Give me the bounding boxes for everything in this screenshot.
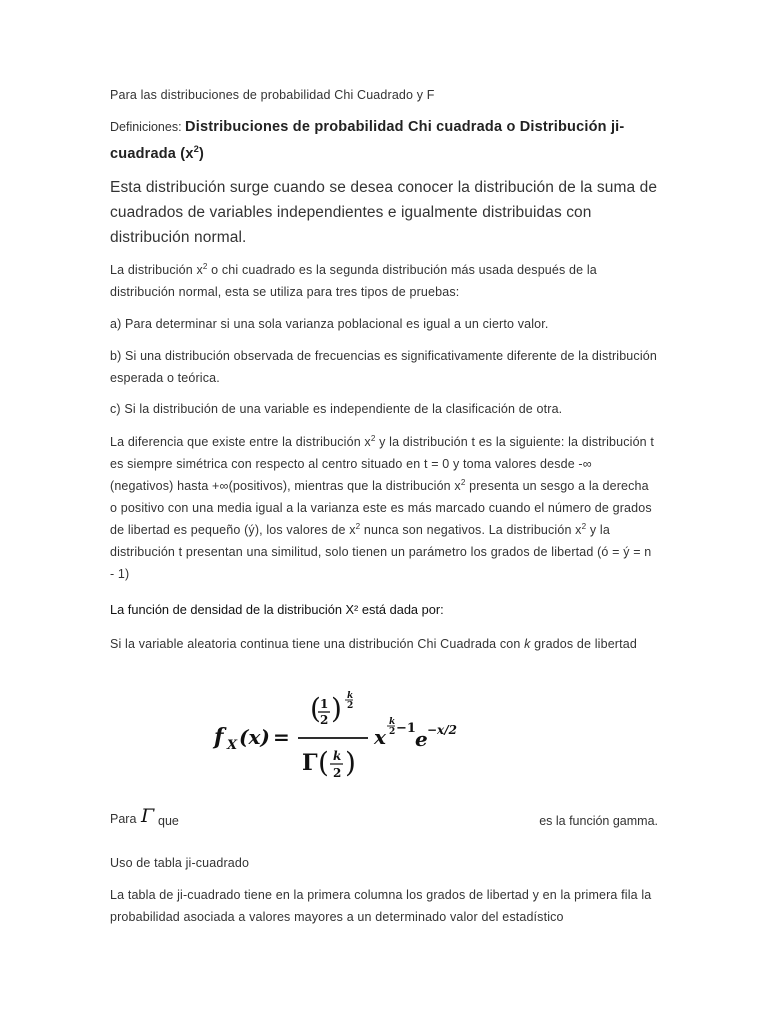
random-variable-paragraph xyxy=(110,633,658,655)
uses-text-1: La distribución x xyxy=(110,263,203,277)
formula-exp-den: 2 xyxy=(347,701,354,711)
formula-half-den: 2 xyxy=(320,713,329,727)
large-paragraph: Esta distribución surge cuando se desea conocer la distribución de la suma de cuadrados de variables independientes e igualmente distribuidas con distribución normal. xyxy=(110,179,658,246)
item-c: c) Si la distribución de una variable es independiente de la clasificación de otra. xyxy=(110,402,563,416)
difference-sup-3: 2 xyxy=(355,521,361,531)
difference-paragraph xyxy=(110,431,658,585)
definitions-label: Definiciones: xyxy=(110,120,186,134)
formula-exp-num: k xyxy=(347,691,354,701)
gamma-symbol: Γ xyxy=(141,805,155,827)
formula-e: e xyxy=(415,727,428,751)
formula-f: f xyxy=(214,724,224,750)
formula-x: x xyxy=(374,725,386,749)
heading-superscript: 2 xyxy=(193,143,200,155)
uses-text-2: o chi cuadrado es la segunda distribución más usada después de la distribución normal, esta se utiliza para tres tipos de pruebas: xyxy=(110,263,597,299)
k-symbol: k xyxy=(524,637,531,651)
formula-equals: = xyxy=(273,725,290,749)
gamma-note xyxy=(110,805,658,838)
formula-arg: (x) xyxy=(239,725,270,749)
formula-e-exp: −x/2 xyxy=(427,723,457,737)
random-variable-text-1: Si la variable aleatoria continua tiene una distribución Chi Cuadrada con xyxy=(110,637,525,651)
gamma-note-que: que xyxy=(158,814,179,828)
chi-square-density-formula xyxy=(212,686,457,786)
formula-x-exp-den: 2 xyxy=(389,727,396,737)
difference-text-4: nunca son negativos. La distribución x xyxy=(360,523,582,537)
table-usage-title: Uso de tabla ji-cuadrado xyxy=(110,856,250,870)
formula-gamma-den: 2 xyxy=(333,766,342,780)
difference-sup-1: 2 xyxy=(370,433,376,443)
formula-gamma-right-paren: ) xyxy=(345,746,356,779)
difference-text-5: y la distribución t presentan una similitud, solo tienen un parámetro los grados de libertad (ó = ý = n - 1) xyxy=(110,523,652,581)
heading-title-part2: ) xyxy=(199,146,205,162)
formula-x-exp-num: k xyxy=(389,717,396,727)
difference-text-3: presenta un sesgo a la derecha o positivo con una media igual a la varianza este es más marcado cuando el número de grados de libertad es pequeño (ý), los valores de x xyxy=(110,479,652,537)
formula-sub-x: X xyxy=(227,738,238,753)
formula-left-paren: ( xyxy=(310,692,321,725)
density-intro: La función de densidad de la distribución X² está dada por: xyxy=(110,602,444,617)
gamma-note-function: es la función gamma. xyxy=(539,814,658,828)
uses-sup: 2 xyxy=(202,261,208,271)
difference-text-1: La diferencia que existe entre la distribución x xyxy=(110,435,371,449)
uses-paragraph xyxy=(110,259,658,303)
intro-paragraph: Para las distribuciones de probabilidad Chi Cuadrado y F xyxy=(110,88,435,102)
definitions-heading xyxy=(110,114,658,168)
random-variable-text-2: grados de libertad xyxy=(530,637,637,651)
gamma-note-para: Para xyxy=(110,812,137,826)
formula-gamma-num: k xyxy=(333,749,342,763)
formula-gamma-left-paren: ( xyxy=(318,746,329,779)
item-a: a) Para determinar si una sola varianza poblacional es igual a un cierto valor. xyxy=(110,317,549,331)
formula-minus-one: −1 xyxy=(396,721,416,736)
heading-title-part1: Distribuciones de probabilidad Chi cuadrada o Distribución ji-cuadrada (x xyxy=(110,119,625,162)
difference-sup-2: 2 xyxy=(460,477,466,487)
table-usage-paragraph: La tabla de ji-cuadrado tiene en la primera columna los grados de libertad y en la primera fila la probabilidad asociada a valores mayores a un determinado valor del estadístico xyxy=(110,888,652,924)
formula-right-paren: ) xyxy=(331,692,342,725)
formula-half-num: 1 xyxy=(320,697,329,711)
difference-sup-4: 2 xyxy=(581,521,587,531)
item-b: b) Si una distribución observada de frecuencias es significativamente diferente de la distribución esperada o teórica. xyxy=(110,349,657,385)
formula-gamma: Γ xyxy=(302,750,318,776)
difference-text-2: y la distribución t es la siguiente: la distribución t es siempre simétrica con respecto al centro situado en t = 0 y toma valores desde -∞ (negativos) hasta +∞(positivos), mientras que la distribución x xyxy=(110,435,655,493)
